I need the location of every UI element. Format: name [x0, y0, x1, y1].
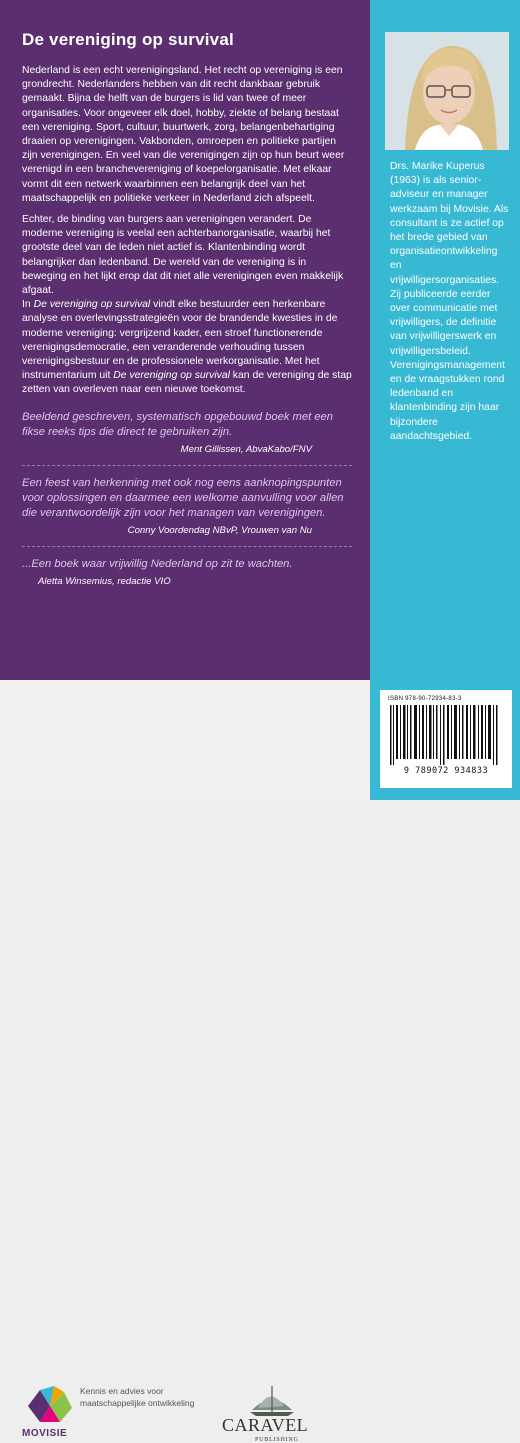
blurb-panel	[0, 0, 370, 680]
blurb-text	[22, 64, 352, 398]
movisie-logo	[24, 1384, 76, 1426]
review-quote	[22, 557, 352, 587]
caravel-name: CARAVEL	[222, 1415, 309, 1435]
blurb-paragraph-3: In De vereniging op survival vindt elke bestuurder een herkenbare analyse en overlevingsstrategieën voor de brandende kwesties in de moderne vereniging: vergrijzend kader, een stroef functionerende verenigingsdemocratie, een veranderende verhouding tussen verenigingsbestuur en de professionele werkorganisatie. Met het instrumentarium uit De vereniging op survival kan de vereniging de stap zetten van overleven naar een nieuwe toekomst.	[22, 299, 352, 396]
quote-text: Een feest van herkenning met ook nog eens aanknopingspunten voor oplossingen en daarmee een welkome aanvulling voor allen die verantwoordelijk zijn voor het managen van verenigingen.	[22, 476, 344, 519]
isbn-label: ISBN 978-90-72934-83-3	[388, 696, 462, 702]
barcode-number: 9 789072 934833	[403, 766, 489, 776]
movisie-logo-icon	[24, 1384, 76, 1426]
movisie-name: MOVISIE	[22, 1428, 68, 1439]
publisher-strip	[0, 680, 370, 1443]
author-bio: Drs. Marike Kuperus (1963) is als senior-adviseur en manager werkzaam bij Movisie. Als consultant is ze actief op het brede gebied van organisatieontwikkeling en vrijwilligersorganisaties. Zij publiceerde eerder over communicatie met vrijwilligers, de definitie van vrijwilligerswerk en vrijwilligersbeleid. Verenigingsmanagement en de vraagstukken rond ledenband en klantenbinding zijn haar bijzondere aandachtsgebied.	[390, 161, 509, 442]
quote-author: Conny Voordendag NBvP, Vrouwen van Nu	[127, 524, 312, 536]
caravel-logo	[232, 1382, 312, 1418]
review-quote	[22, 476, 352, 536]
book-title: De vereniging op survival	[22, 30, 234, 49]
blurb-paragraph-2: Echter, de binding van burgers aan verenigingen verandert. De moderne vereniging is veelal een achterbanorganisatie, waarbij het grootste deel van de leden niet actief is. Klantenbinding wordt belangrijker dan ledenband. De wereld van de vereniging is in beweging en het lijkt erop dat dit niet alle verenigingen even makkelijk afgaat.	[22, 214, 344, 297]
quote-text: Beeldend geschreven, systematisch opgebouwd boek met een fikse reeks tips die direct te gebruiken zijn.	[22, 410, 333, 438]
quote-divider	[22, 465, 352, 466]
quote-author: Ment Gillissen, AbvaKabo/FNV	[180, 443, 312, 455]
caravel-ship-icon	[232, 1382, 312, 1418]
blurb-paragraph-1: Nederland is een echt verenigingsland. Het recht op vereniging is een grondrecht. Nederlanders hebben van dit recht dankbaar gebruik gemaakt. Bijna de helft van de burgers is lid van twee of meer organisaties. Voor ongeveer elk doel, hobby, ziekte of belang bestaat een vereniging. Sport, cultuur, buurtwerk, zorg, belangenbehartiging draaien op verenigingen. Vakbonden, omroepen en politieke partijen zijn verenigingen. En veel van die verenigingen zijn op hun beurt weer verenigd in een branchevereniging of koepelorganisatie. Met elkaar vormt dit een netwerk waarbinnen een belangrijk deel van het maatschappelijk en politieke verkeer in Nederland zich afspeelt.	[22, 65, 345, 204]
movisie-tagline: Kennis en advies voor maatschappelijke ontwikkeling	[80, 1386, 195, 1408]
quote-text: ...Een boek waar vrijwillig Nederland op zit te wachten.	[22, 557, 293, 570]
quote-author: Aletta Winsemius, redactie VIO	[38, 575, 171, 587]
isbn-barcode	[380, 690, 512, 788]
barcode-icon	[388, 705, 504, 765]
barcode-panel	[370, 0, 520, 800]
caravel-subtitle: PUBLISHING	[255, 1437, 299, 1443]
review-quotes	[22, 410, 352, 587]
review-quote	[22, 410, 352, 455]
quote-divider	[22, 546, 352, 547]
